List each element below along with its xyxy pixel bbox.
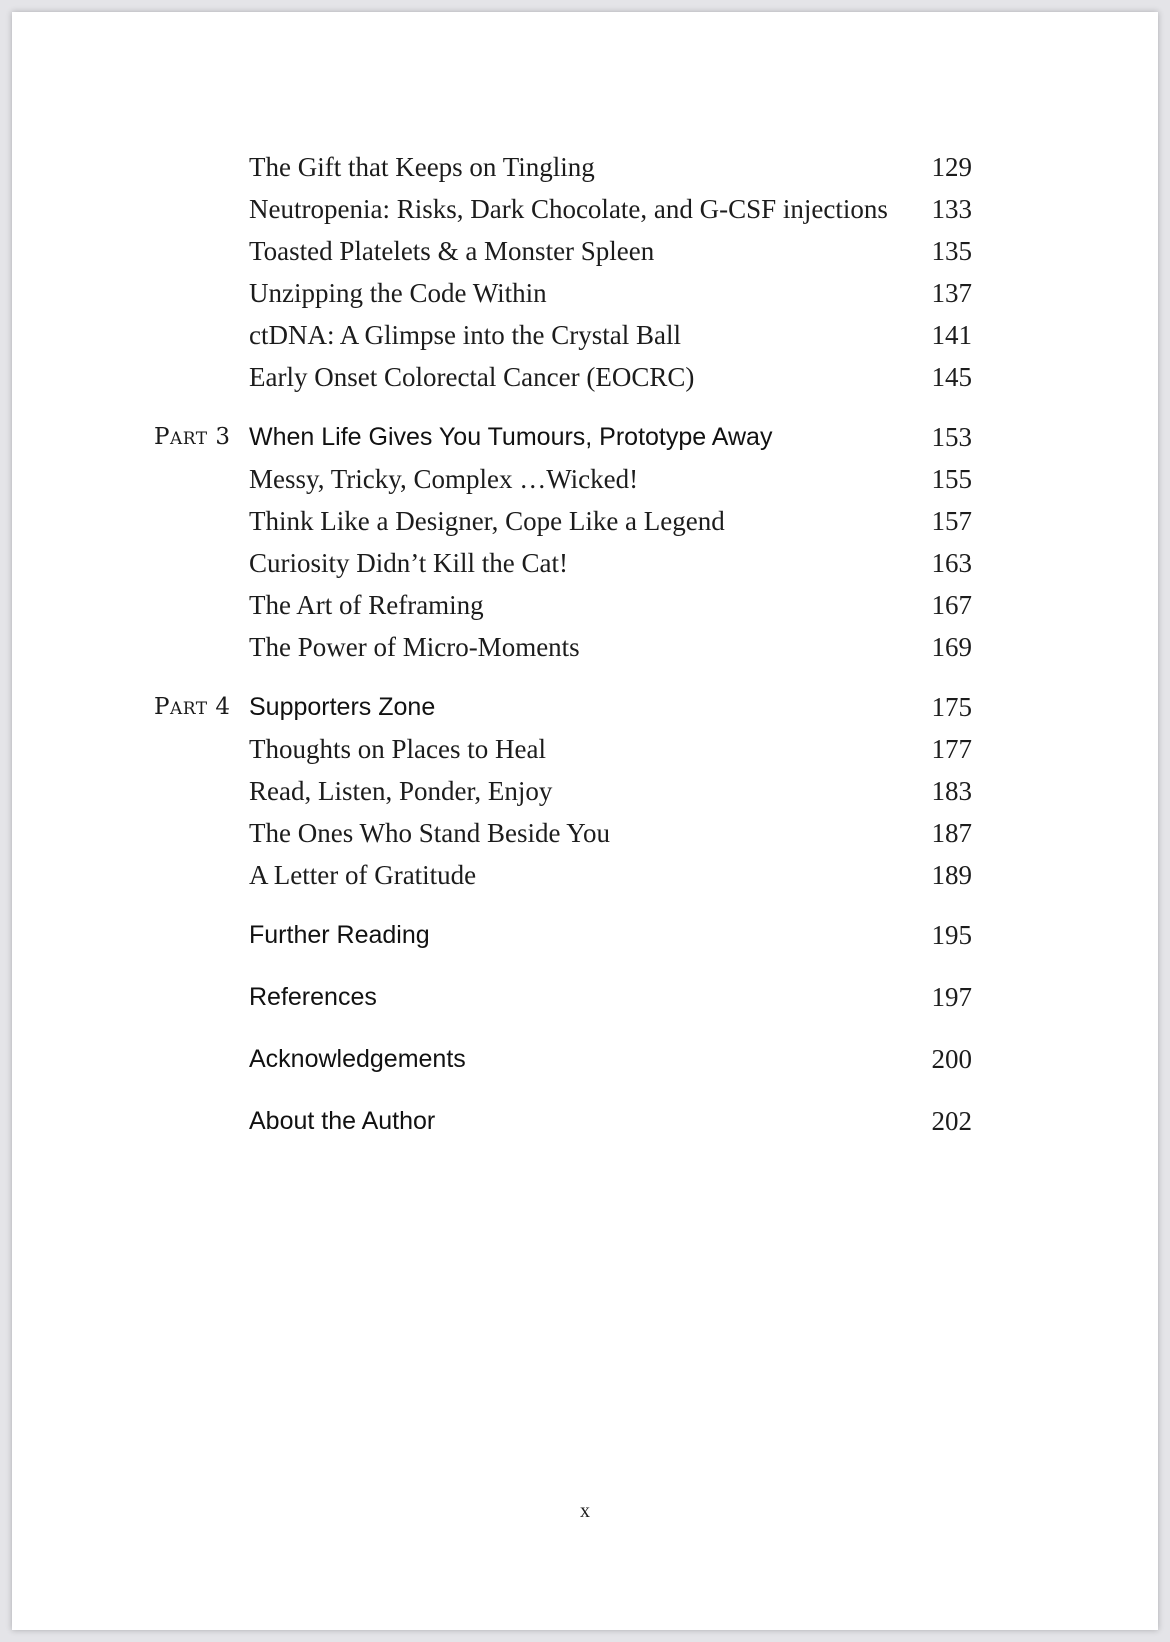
part-3-heading <box>12 418 1158 458</box>
toc-entry <box>12 730 1158 770</box>
toc-entry-page: 157 <box>931 506 972 536</box>
toc-entry-title: Thoughts on Places to Heal <box>249 734 546 764</box>
toc-entry-title: Unzipping the Code Within <box>249 278 547 308</box>
toc-entry-page: 163 <box>931 548 972 578</box>
back-matter-title: About the Author <box>249 1107 436 1135</box>
part-label: PART 3 <box>154 424 231 450</box>
toc-entry <box>12 856 1158 896</box>
toc-back-matter-entry <box>12 1040 1158 1080</box>
toc-entry-page: 195 <box>931 920 972 950</box>
toc-entry <box>12 772 1158 812</box>
toc-entry-title: Toasted Platelets & a Monster Spleen <box>249 236 655 266</box>
toc-entry-title: Messy, Tricky, Complex …Wicked! <box>249 464 639 494</box>
toc-back-matter-entry <box>12 978 1158 1018</box>
toc-entry-page: 200 <box>931 1044 972 1074</box>
toc-entry-page: 169 <box>931 632 972 662</box>
book-page <box>12 12 1158 1630</box>
toc-entry-page: 175 <box>931 692 972 722</box>
toc-entry <box>12 148 1158 188</box>
toc-entry <box>12 586 1158 626</box>
toc-entry-page: 197 <box>931 982 972 1012</box>
toc-entry-title: A Letter of Gratitude <box>249 860 477 890</box>
toc-entry-page: 137 <box>931 278 972 308</box>
toc-entry-page: 177 <box>931 734 972 764</box>
back-matter-title: References <box>249 983 377 1011</box>
toc-entry-title: Early Onset Colorectal Cancer (EOCRC) <box>249 362 695 392</box>
toc-entry <box>12 814 1158 854</box>
toc-entry-page: 145 <box>931 362 972 392</box>
toc-entry-title: Curiosity Didn’t Kill the Cat! <box>249 548 568 578</box>
toc-entry-page: 153 <box>931 422 972 452</box>
toc-entry <box>12 544 1158 584</box>
toc-entry-page: 187 <box>931 818 972 848</box>
toc-back-matter-entry <box>12 916 1158 956</box>
toc-entry <box>12 358 1158 398</box>
part-4-heading <box>12 688 1158 728</box>
toc-entry-title: Think Like a Designer, Cope Like a Legend <box>249 506 725 536</box>
toc-entry <box>12 628 1158 668</box>
toc-entry <box>12 274 1158 314</box>
toc-entry-title: The Gift that Keeps on Tingling <box>249 152 595 182</box>
toc-entry-title: Neutropenia: Risks, Dark Chocolate, and G-CSF injections <box>249 194 888 224</box>
toc-entry-page: 129 <box>931 152 972 182</box>
toc-entry-page: 135 <box>931 236 972 266</box>
toc-entry-title: The Art of Reframing <box>249 590 484 620</box>
toc-entry-title: ctDNA: A Glimpse into the Crystal Ball <box>249 320 681 350</box>
page-folio: x <box>580 1500 590 1522</box>
toc-entry-page: 183 <box>931 776 972 806</box>
toc-entry-page: 155 <box>931 464 972 494</box>
toc-entry-page: 202 <box>931 1106 972 1136</box>
back-matter-title: Further Reading <box>249 921 430 949</box>
toc-entry <box>12 460 1158 500</box>
toc-entry-page: 167 <box>931 590 972 620</box>
toc-entry-title: Read, Listen, Ponder, Enjoy <box>249 776 553 806</box>
toc-back-matter-entry <box>12 1102 1158 1142</box>
toc-entry-page: 141 <box>931 320 972 350</box>
toc-entry <box>12 316 1158 356</box>
part-title: Supporters Zone <box>249 693 436 721</box>
toc-entry-title: The Ones Who Stand Beside You <box>249 818 610 848</box>
toc-entry <box>12 232 1158 272</box>
toc-entry <box>12 502 1158 542</box>
part-title: When Life Gives You Tumours, Prototype Away <box>249 423 773 451</box>
back-matter-title: Acknowledgements <box>249 1045 466 1073</box>
toc-entry-title: The Power of Micro-Moments <box>249 632 580 662</box>
toc-entry-page: 133 <box>931 194 972 224</box>
part-label: PART 4 <box>154 694 231 720</box>
toc-entry-page: 189 <box>931 860 972 890</box>
toc-entry <box>12 190 1158 230</box>
